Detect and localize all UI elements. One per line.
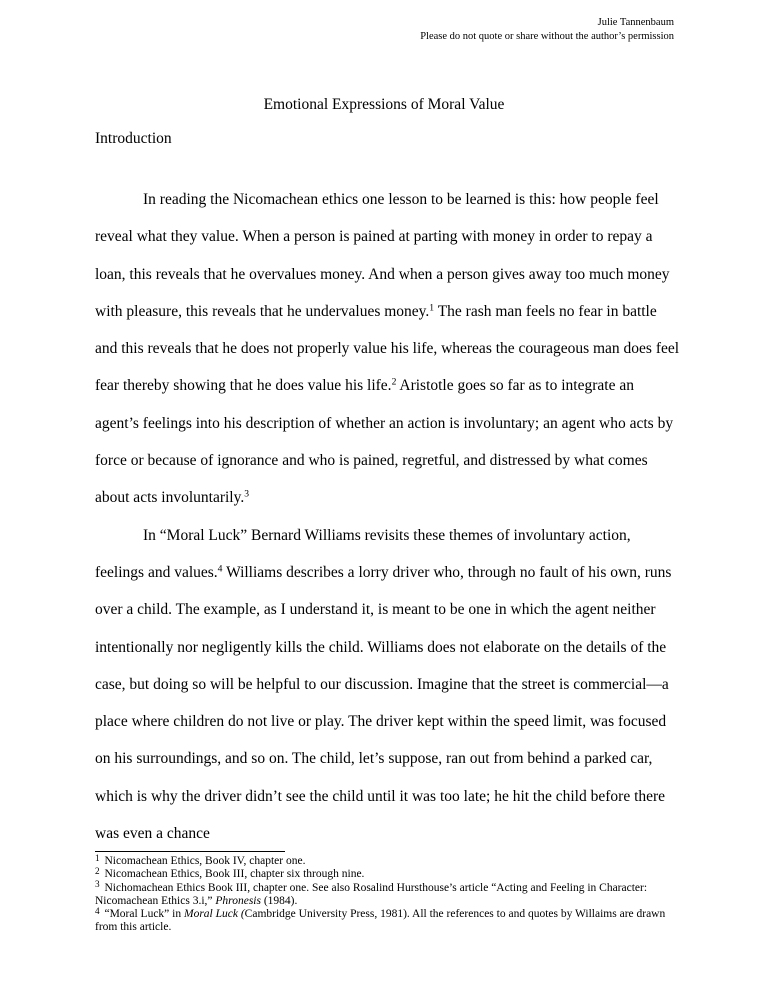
footnote-4-text-b: Cambridge University Press, 1981). All the references to and quotes by Willaims are drawn from this article. (95, 908, 666, 934)
footnote-3-journal: Phronesis (215, 894, 261, 907)
footnote-3-text-a: Nichomachean Ethics Book III, chapter one. See also Rosalind Hursthouse’s article “Acting and Feeling in Character: Nicomachean Ethics 3.i,” (95, 881, 648, 907)
paragraph-2 (95, 517, 681, 853)
footnote-1 (95, 852, 681, 868)
footnote-3-text-b: (1984). (260, 894, 298, 907)
footnote-2 (95, 868, 681, 881)
footnote-1-mark: 1 (95, 852, 100, 863)
footnotes (95, 852, 681, 935)
document-title: Emotional Expressions of Moral Value (263, 96, 505, 113)
footnote-2-text: Nicomachean Ethics, Book III, chapter six through nine. (104, 868, 365, 881)
footnote-4-text-a: “Moral Luck” in (104, 908, 184, 921)
paragraph-1-text-c: Aristotle goes so far as to integrate an agent’s feelings into his description of whether an action is involuntary; an agent who acts by force or because of ignorance and who is pained, regretful, and distressed by what comes about acts involuntarily. (95, 377, 674, 507)
paragraph-1-text-a: In reading the Nicomachean ethics one lesson to be learned is this: how people feel reveal what they value. When a person is pained at parting with money in order to repay a loan, this reveals that he overvalues money. And when a person gives away too much money with pleasure, this reveals that he undervalues money. (95, 191, 670, 320)
footnote-3 (95, 879, 681, 909)
footnote-4-mark: 4 (95, 905, 100, 916)
author-name: Julie Tannenbaum (597, 17, 674, 28)
footnote-ref-1[interactable]: 1 (429, 302, 435, 314)
footnote-4-book: Moral Luck ( (183, 908, 245, 921)
footnote-2-mark: 2 (95, 866, 100, 877)
paragraph-2-text-a: In “Moral Luck” Bernard Williams revisits these themes of involuntary action, feelings and values. (95, 526, 631, 581)
footnote-ref-4[interactable]: 4 (217, 563, 223, 575)
page-header (420, 16, 674, 44)
footnote-ref-3[interactable]: 3 (244, 489, 250, 501)
footnote-3-mark: 3 (95, 879, 100, 890)
footnote-separator (95, 851, 285, 852)
footnote-4 (95, 905, 681, 935)
section-heading: Introduction (95, 130, 172, 147)
body-text (95, 181, 681, 852)
footnote-1-text: Nicomachean Ethics, Book IV, chapter one. (104, 855, 306, 867)
paragraph-1 (95, 181, 681, 517)
permission-notice: Please do not quote or share without the author’s permission (420, 31, 674, 42)
footnote-ref-2[interactable]: 2 (391, 377, 397, 389)
paragraph-2-text-b: Williams describes a lorry driver who, through no fault of his own, runs over a child. The example, as I understand it, is meant to be one in which the agent neither intentionally nor negligently kills the child. Williams does not elaborate on the details of the case, but doing so will be helpful to our discussion. Imagine that the street is commercial—a place where children do not live or play. The driver kept within the speed limit, was focused on his surroundings, and so on. The child, let’s suppose, ran out from behind a parked car, which is why the driver didn’t see the child until it was too late; he hit the child before there was even a chance (95, 563, 672, 843)
paragraph-1-text-b: The rash man feels no fear in battle and this reveals that he does not properly value his life, whereas the courageous man does feel fear thereby showing that he does value his life. (95, 302, 680, 395)
